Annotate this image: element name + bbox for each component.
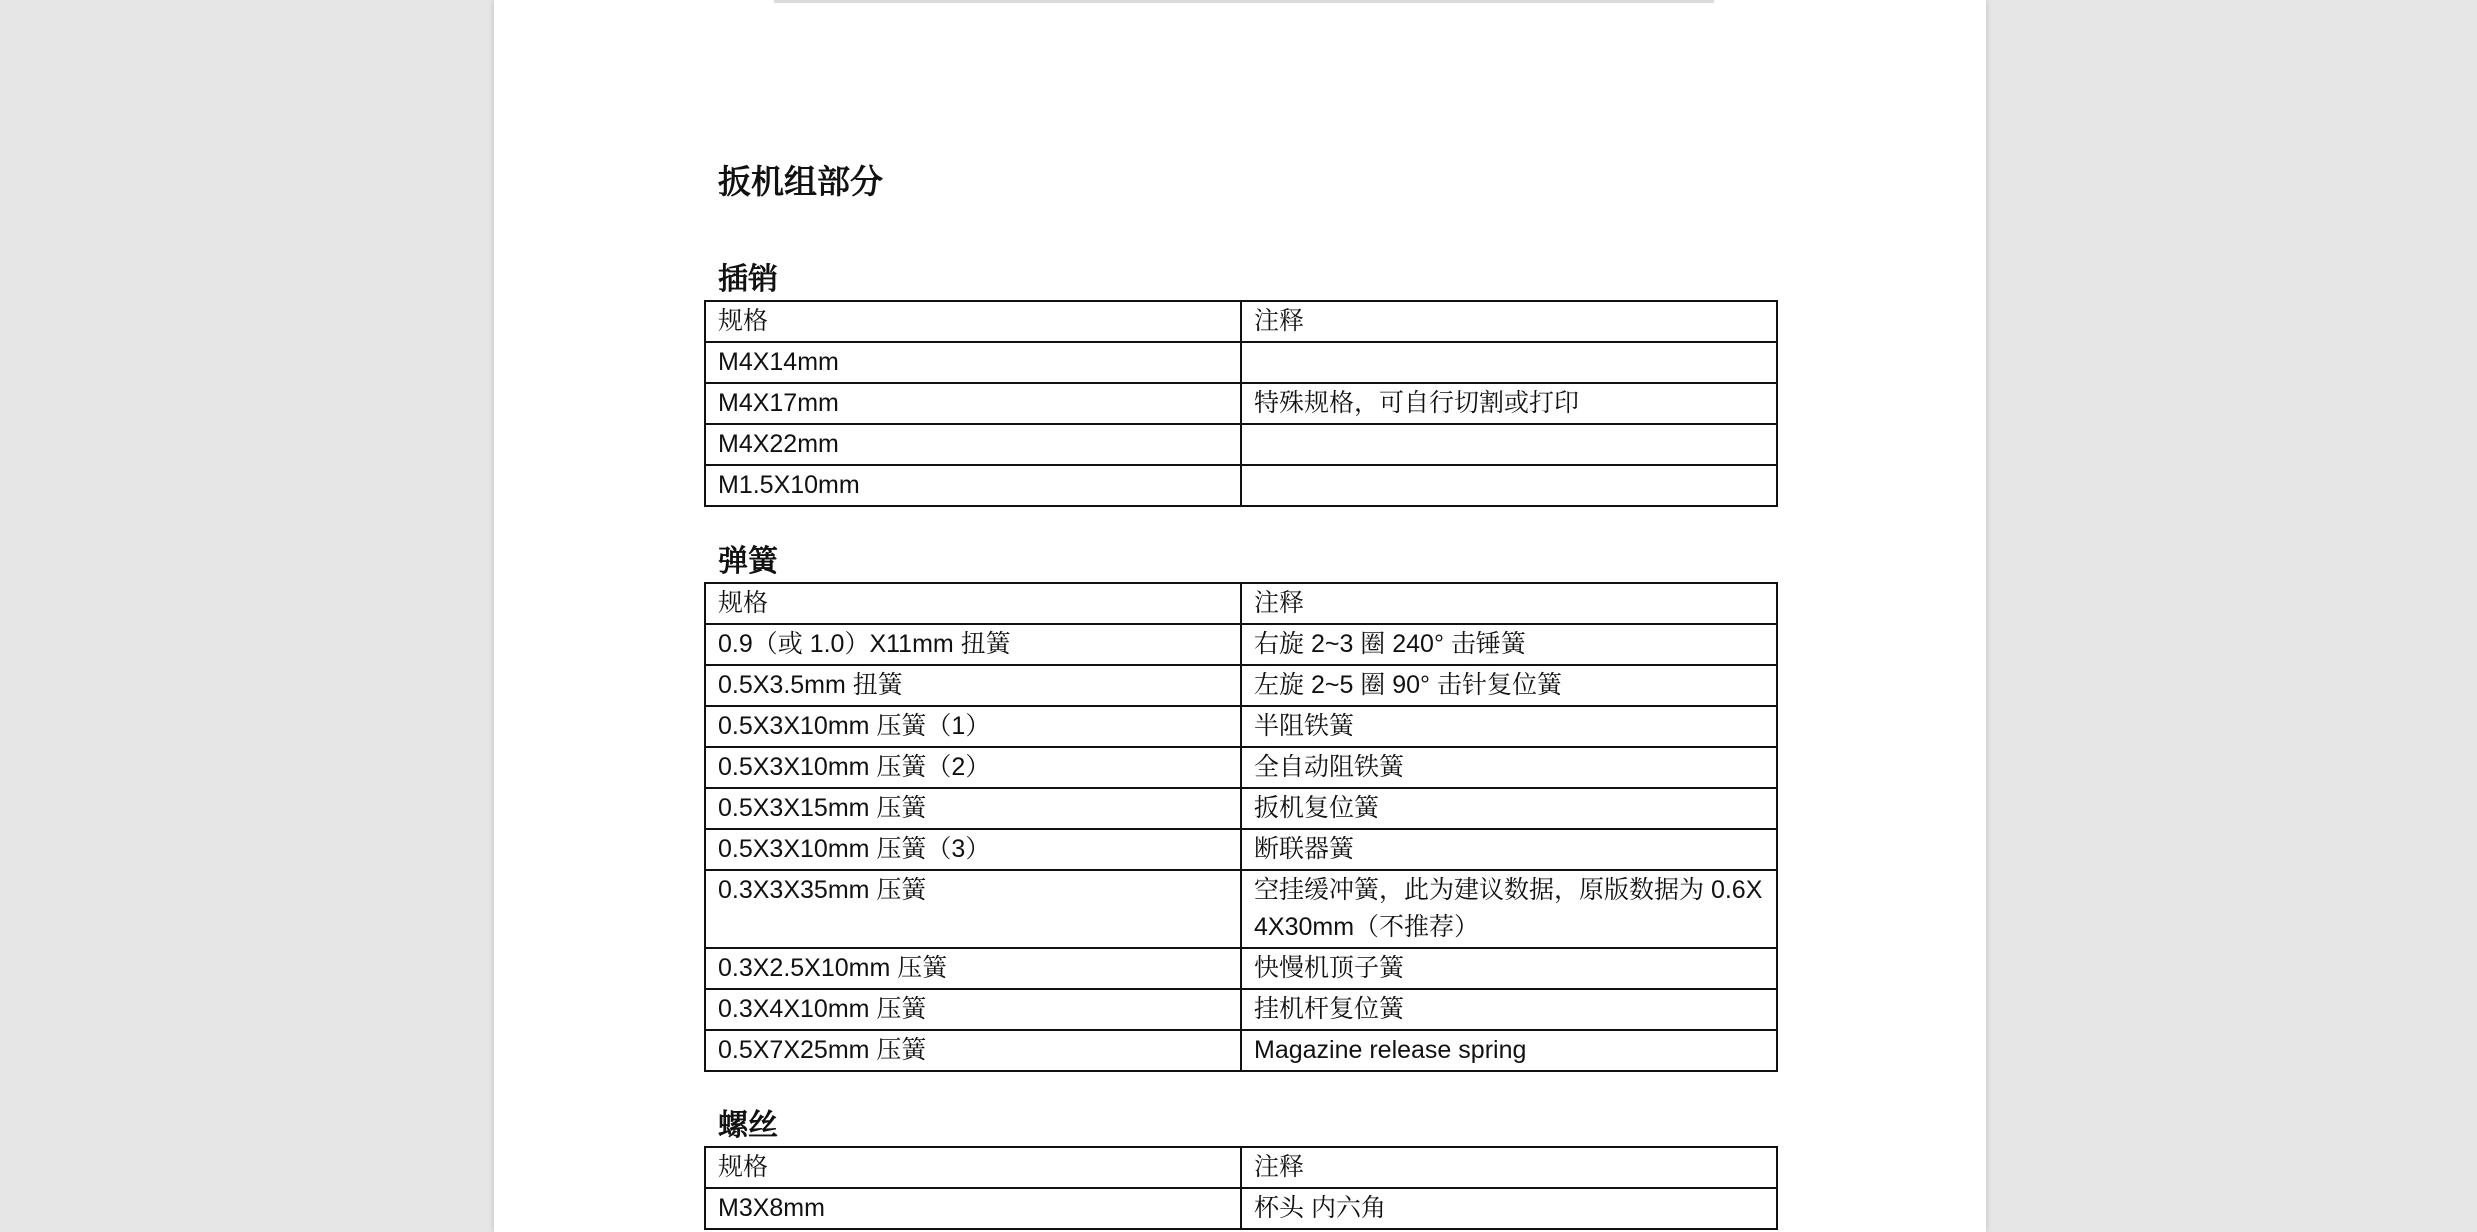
note-cell: 半阻铁簧 [1241, 706, 1777, 747]
spec-cell: 0.3X4X10mm 压簧 [705, 989, 1241, 1030]
note-cell: 断联器簧 [1241, 829, 1777, 870]
header-spec: 规格 [705, 1147, 1241, 1188]
spec-cell: M4X17mm [705, 383, 1241, 424]
table-header-row [705, 301, 1777, 342]
spec-cell: M1.5X10mm [705, 465, 1241, 506]
header-note: 注释 [1241, 1147, 1777, 1188]
pins-table [704, 300, 1778, 507]
note-cell: 空挂缓冲簧，此为建议数据，原版数据为 0.6X4X30mm（不推荐） [1241, 870, 1777, 948]
header-note: 注释 [1241, 301, 1777, 342]
header-spec: 规格 [705, 583, 1241, 624]
table-row [705, 870, 1777, 948]
table-row [705, 788, 1777, 829]
note-cell [1241, 342, 1777, 383]
note-cell: 扳机复位簧 [1241, 788, 1777, 829]
spec-cell: M3X8mm [705, 1188, 1241, 1229]
table-header-row [705, 583, 1777, 624]
spec-cell: 0.5X3.5mm 扭簧 [705, 665, 1241, 706]
document-page [494, 0, 1986, 1232]
table-row [705, 989, 1777, 1030]
note-cell: 右旋 2~3 圈 240° 击锤簧 [1241, 624, 1777, 665]
note-cell: 快慢机顶子簧 [1241, 948, 1777, 989]
springs-table [704, 582, 1778, 1072]
note-cell: 全自动阻铁簧 [1241, 747, 1777, 788]
screws-title: 螺丝 [718, 1109, 778, 1142]
table-row [705, 1030, 1777, 1071]
spec-cell: 0.5X3X15mm 压簧 [705, 788, 1241, 829]
springs-title: 弹簧 [718, 545, 778, 578]
spec-cell: M4X22mm [705, 424, 1241, 465]
spec-cell: 0.5X3X10mm 压簧（1） [705, 706, 1241, 747]
previous-page-edge [774, 0, 1714, 3]
section-title: 扳机组部分 [718, 163, 883, 200]
table-row [705, 465, 1777, 506]
table-row [705, 829, 1777, 870]
table-row [705, 383, 1777, 424]
header-spec: 规格 [705, 301, 1241, 342]
spec-cell: 0.9（或 1.0）X11mm 扭簧 [705, 624, 1241, 665]
spec-cell: 0.5X3X10mm 压簧（2） [705, 747, 1241, 788]
table-row [705, 1188, 1777, 1229]
spec-cell: 0.3X2.5X10mm 压簧 [705, 948, 1241, 989]
note-cell: 杯头 内六角 [1241, 1188, 1777, 1229]
screws-table [704, 1146, 1778, 1230]
note-cell: 特殊规格，可自行切割或打印 [1241, 383, 1777, 424]
note-cell: 挂机杆复位簧 [1241, 989, 1777, 1030]
table-row [705, 948, 1777, 989]
table-row [705, 424, 1777, 465]
spec-cell: M4X14mm [705, 342, 1241, 383]
note-cell: 左旋 2~5 圈 90° 击针复位簧 [1241, 665, 1777, 706]
table-row [705, 624, 1777, 665]
table-row [705, 706, 1777, 747]
spec-cell: 0.5X7X25mm 压簧 [705, 1030, 1241, 1071]
table-row [705, 747, 1777, 788]
spec-cell: 0.5X3X10mm 压簧（3） [705, 829, 1241, 870]
note-cell: Magazine release spring [1241, 1030, 1777, 1071]
note-cell [1241, 424, 1777, 465]
table-row [705, 665, 1777, 706]
pins-title: 插销 [718, 263, 778, 296]
spec-cell: 0.3X3X35mm 压簧 [705, 870, 1241, 948]
table-row [705, 342, 1777, 383]
table-header-row [705, 1147, 1777, 1188]
header-note: 注释 [1241, 583, 1777, 624]
note-cell [1241, 465, 1777, 506]
